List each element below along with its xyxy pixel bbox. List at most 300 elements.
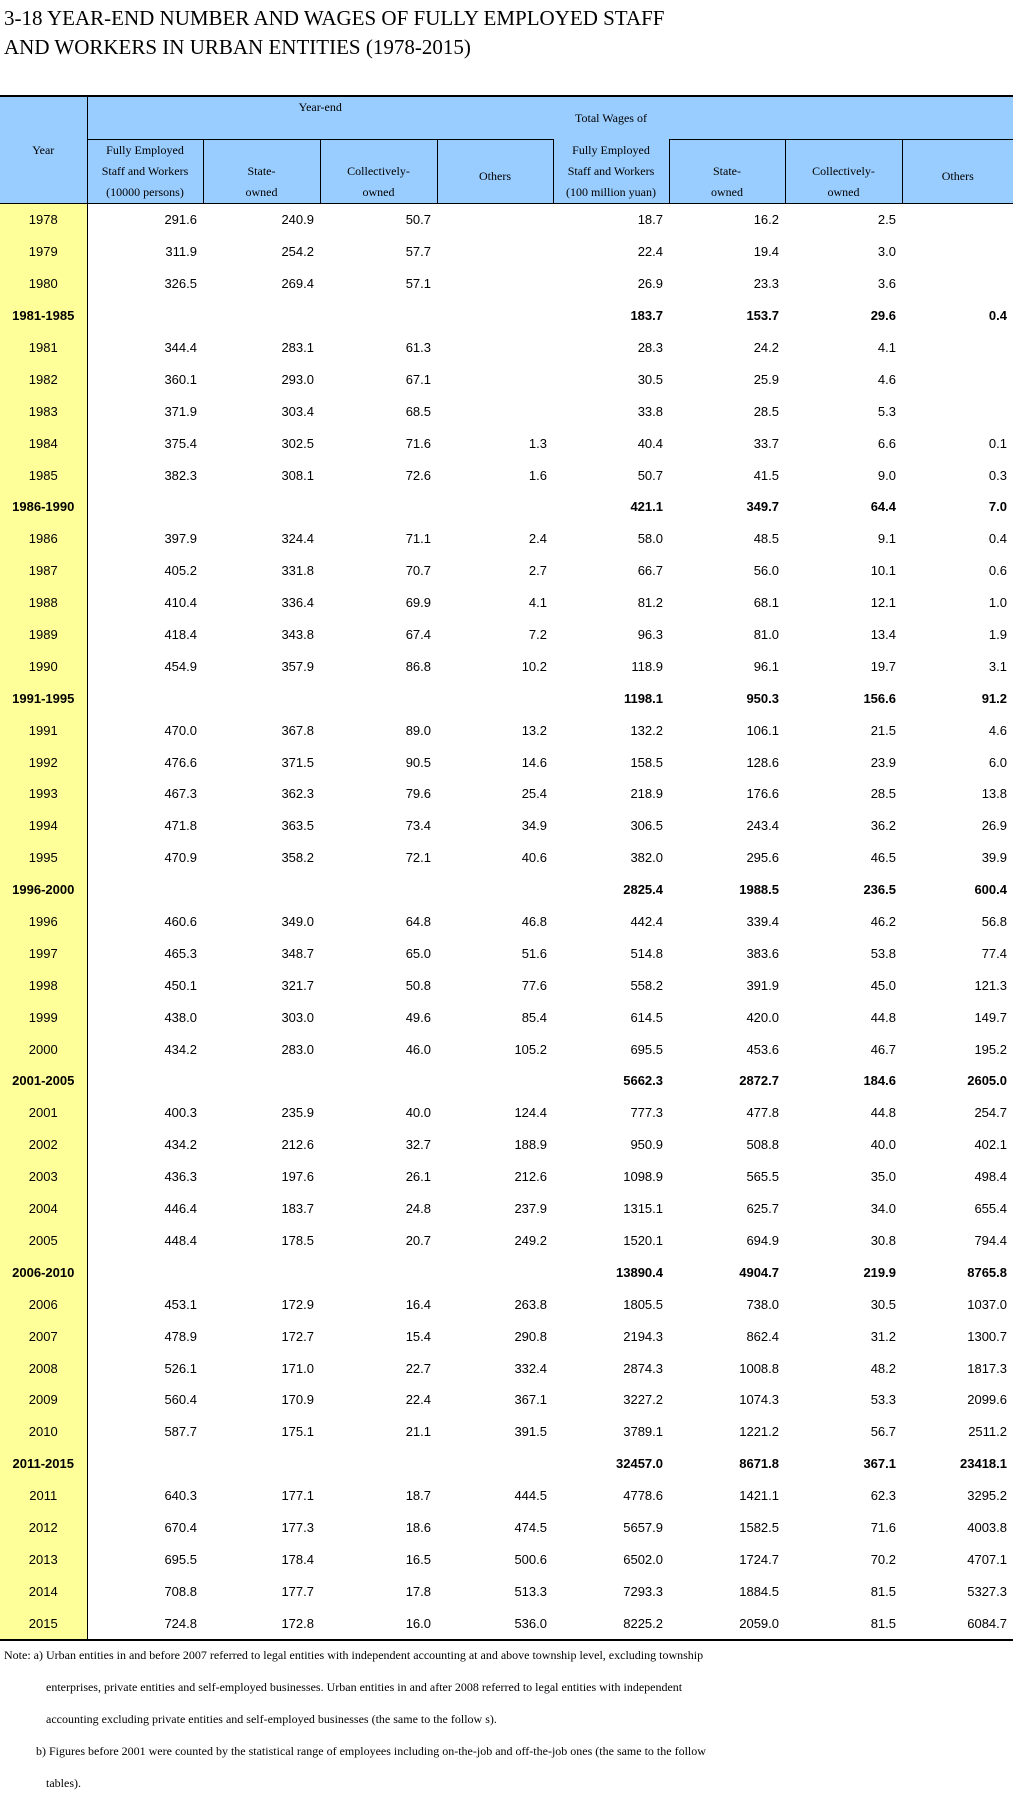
cell-employed-state: 303.0 <box>281 1009 314 1025</box>
cell-wages-collective: 219.9 <box>863 1264 896 1280</box>
cell-employed-others <box>437 491 553 523</box>
cell-employed-collective: 16.4 <box>405 1296 431 1312</box>
table-row <box>0 363 1013 395</box>
cell-wages-others: 2099.6 <box>967 1392 1007 1408</box>
cell-employed-state: 308.1 <box>281 467 314 483</box>
cell-year: 1998 <box>0 969 87 1001</box>
header-wages-group-label: Total Wages of <box>575 110 647 125</box>
cell-wages-total: 442.4 <box>630 914 663 930</box>
cell-employed-state: 269.4 <box>281 276 314 292</box>
cell-year: 2004 <box>0 1193 87 1225</box>
cell-employed-state: 172.7 <box>281 1328 314 1344</box>
cell-employed-total: 453.1 <box>164 1296 197 1312</box>
cell-employed-others: 367.1 <box>514 1392 547 1408</box>
cell-employed-state: 349.0 <box>281 914 314 930</box>
cell-employed-others: 2.7 <box>528 563 547 579</box>
cell-wages-total: 32457.0 <box>616 1456 663 1472</box>
cell-employed-collective: 22.4 <box>405 1392 431 1408</box>
cell-wages-collective: 81.5 <box>785 1607 902 1640</box>
cell-wages-collective: 5.3 <box>877 403 896 419</box>
cell-wages-collective: 31.2 <box>870 1328 896 1344</box>
cell-employed-total: 476.6 <box>164 754 197 770</box>
cell-wages-state: 508.8 <box>746 1137 779 1153</box>
cell-employed-total: 467.3 <box>164 786 197 802</box>
cell-employed-total: 587.7 <box>164 1424 197 1440</box>
table-row <box>0 1384 1013 1416</box>
cell-wages-collective: 35.0 <box>870 1169 896 1185</box>
cell-wages-others: 7.0 <box>988 499 1007 515</box>
cell-wages-total: 382.0 <box>630 850 663 866</box>
cell-wages-collective: 46.5 <box>870 850 896 866</box>
cell-wages-total: 183.7 <box>630 308 663 324</box>
cell-wages-collective: 236.5 <box>863 882 896 898</box>
cell-employed-collective: 67.1 <box>405 371 431 387</box>
cell-employed-collective <box>320 1256 437 1288</box>
cell-wages-state: 1884.5 <box>739 1583 779 1599</box>
cell-employed-state: 357.9 <box>281 658 314 674</box>
cell-employed-state: 302.5 <box>281 435 314 451</box>
cell-employed-others: 105.2 <box>514 1041 547 1057</box>
cell-year: 1986 <box>0 523 87 555</box>
cell-year: 2000 <box>0 1033 87 1065</box>
cell-employed-collective: 40.0 <box>405 1105 431 1121</box>
cell-wages-others: 0.3 <box>988 467 1007 483</box>
cell-wages-state: 68.1 <box>753 595 779 611</box>
cell-employed-total <box>87 682 203 714</box>
cell-employed-others: 249.2 <box>514 1232 547 1248</box>
cell-year: 2010 <box>0 1416 87 1448</box>
cell-employed-collective: 69.9 <box>405 595 431 611</box>
cell-employed-total: 454.9 <box>164 658 197 674</box>
table-row <box>0 587 1013 619</box>
cell-employed-others <box>437 1065 553 1097</box>
cell-employed-total: 397.9 <box>164 531 197 547</box>
cell-employed-others <box>437 395 553 427</box>
cell-employed-others <box>437 363 553 395</box>
cell-wages-total: 6502.0 <box>623 1551 663 1567</box>
cell-employed-state <box>203 682 320 714</box>
cell-employed-total: 418.4 <box>164 627 197 643</box>
cell-wages-state: 349.7 <box>746 499 779 515</box>
cell-employed-collective: 73.4 <box>405 818 431 834</box>
header-employed-group <box>87 96 553 140</box>
cell-year: 2012 <box>0 1512 87 1544</box>
cell-year: 2005 <box>0 1225 87 1257</box>
cell-year: 2002 <box>0 1129 87 1161</box>
table-row-period-total <box>0 1065 1013 1097</box>
cell-wages-collective: 156.6 <box>863 690 896 706</box>
cell-wages-state: 243.4 <box>746 818 779 834</box>
cell-wages-state: 24.2 <box>753 340 779 355</box>
cell-employed-state: 303.4 <box>281 403 314 419</box>
cell-wages-total: 96.3 <box>637 627 663 643</box>
table-row <box>0 1097 1013 1129</box>
cell-employed-others: 513.3 <box>514 1583 547 1599</box>
cell-employed-state: 336.4 <box>281 595 314 611</box>
cell-wages-state: 25.9 <box>753 371 779 387</box>
cell-employed-total: 291.6 <box>164 212 197 228</box>
cell-wages-collective: 34.0 <box>870 1201 896 1217</box>
cell-wages-total: 2194.3 <box>623 1328 663 1344</box>
table-row <box>0 1416 1013 1448</box>
cell-employed-collective: 16.5 <box>405 1551 431 1567</box>
cell-employed-others <box>437 204 553 236</box>
cell-employed-total <box>87 1256 203 1288</box>
cell-employed-others: 2.4 <box>528 531 547 547</box>
cell-employed-others <box>437 1256 553 1288</box>
cell-wages-collective: 64.4 <box>870 499 896 515</box>
cell-employed-total <box>87 491 203 523</box>
header-wages-state-line2: owned <box>711 185 743 199</box>
cell-employed-collective <box>320 1448 437 1480</box>
cell-employed-collective: 26.1 <box>405 1169 431 1185</box>
cell-employed-total: 465.3 <box>164 945 197 961</box>
header-employed-collective-line2: owned <box>362 185 395 199</box>
header-employed-total-line1: Fully Employed <box>106 143 184 157</box>
cell-year: 2008 <box>0 1352 87 1384</box>
cell-employed-state: 371.5 <box>281 754 314 770</box>
note-line-3: accounting excluding private entities and self-employed businesses (the same to the follow s). <box>46 1712 497 1726</box>
cell-employed-total: 460.6 <box>164 914 197 930</box>
cell-wages-others: 6.0 <box>988 754 1007 770</box>
cell-wages-total: 8225.2 <box>553 1607 669 1640</box>
table-row <box>0 1543 1013 1575</box>
cell-year: 1989 <box>0 619 87 651</box>
cell-wages-total: 5657.9 <box>623 1519 663 1535</box>
table-body <box>0 204 1013 1641</box>
cell-wages-total: 66.7 <box>637 563 663 579</box>
cell-wages-state: 2059.0 <box>669 1607 785 1640</box>
cell-wages-others: 600.4 <box>974 882 1007 898</box>
cell-employed-state: 348.7 <box>281 945 314 961</box>
cell-year: 1982 <box>0 363 87 395</box>
table-row <box>0 395 1013 427</box>
cell-wages-collective: 44.8 <box>870 1105 896 1121</box>
note-line-4: b) Figures before 2001 were counted by the statistical range of employees including on-the-job and off-the-job ones (the same to the follow <box>36 1744 706 1758</box>
cell-employed-total: 360.1 <box>164 371 197 387</box>
cell-employed-state: 358.2 <box>281 850 314 866</box>
cell-employed-total <box>87 300 203 332</box>
cell-employed-collective: 46.0 <box>405 1041 431 1057</box>
cell-wages-collective: 3.6 <box>877 276 896 292</box>
cell-wages-state: 565.5 <box>746 1169 779 1185</box>
cell-wages-others: 402.1 <box>974 1137 1007 1153</box>
cell-employed-others: 500.6 <box>514 1551 547 1567</box>
cell-wages-state: 48.5 <box>753 531 779 547</box>
cell-employed-collective: 67.4 <box>405 627 431 643</box>
cell-employed-total: 382.3 <box>164 467 197 483</box>
cell-year: 1999 <box>0 1001 87 1033</box>
cell-wages-state: 96.1 <box>753 658 779 674</box>
header-wages-group <box>553 96 1013 140</box>
cell-employed-others: 40.6 <box>521 850 547 866</box>
cell-employed-state: 175.1 <box>281 1424 314 1440</box>
cell-employed-collective: 79.6 <box>405 786 431 802</box>
cell-employed-total: 471.8 <box>164 818 197 834</box>
cell-wages-total: 30.5 <box>637 371 663 387</box>
cell-employed-collective <box>320 1065 437 1097</box>
cell-year: 1993 <box>0 778 87 810</box>
cell-employed-collective <box>320 491 437 523</box>
table-row <box>0 459 1013 491</box>
cell-year: 1990 <box>0 650 87 682</box>
header-employed-group-label: Year-end <box>298 100 342 114</box>
cell-wages-state: 153.7 <box>746 308 779 324</box>
cell-wages-collective: 4.6 <box>877 371 896 387</box>
cell-wages-total: 1198.1 <box>623 690 663 706</box>
cell-wages-state: 33.7 <box>753 435 779 451</box>
cell-year: 1991 <box>0 714 87 746</box>
cell-employed-collective: 16.0 <box>320 1607 437 1640</box>
header-wages-total-line2: Staff and Workers <box>567 164 655 178</box>
cell-year: 1981 <box>0 332 87 364</box>
table-row <box>0 1512 1013 1544</box>
cell-employed-collective: 15.4 <box>405 1328 431 1344</box>
cell-employed-collective: 18.6 <box>405 1519 431 1535</box>
cell-year: 2006-2010 <box>0 1256 87 1288</box>
table-row <box>0 1129 1013 1161</box>
cell-employed-total: 640.3 <box>164 1488 197 1504</box>
cell-wages-others: 2511.2 <box>968 1424 1007 1440</box>
cell-wages-collective: 30.5 <box>870 1296 896 1312</box>
cell-year: 1992 <box>0 746 87 778</box>
cell-wages-state: 1221.2 <box>739 1424 779 1440</box>
cell-employed-others: 4.1 <box>528 595 547 611</box>
cell-employed-collective: 24.8 <box>405 1201 431 1217</box>
cell-year: 2001 <box>0 1097 87 1129</box>
cell-employed-total: 438.0 <box>164 1009 197 1025</box>
cell-wages-others: 121.3 <box>974 977 1007 993</box>
cell-wages-total: 950.9 <box>630 1137 663 1153</box>
cell-wages-others <box>902 395 1013 427</box>
cell-year: 2014 <box>0 1575 87 1607</box>
cell-wages-total: 695.5 <box>630 1041 663 1057</box>
table-row <box>0 1225 1013 1257</box>
cell-employed-total: 344.4 <box>164 340 197 355</box>
cell-wages-others <box>902 332 1013 364</box>
cell-wages-others: 0.6 <box>988 563 1007 579</box>
table-row <box>0 1480 1013 1512</box>
header-employed-collective-line1: Collectively- <box>347 164 410 178</box>
cell-employed-total: 695.5 <box>164 1551 197 1567</box>
cell-wages-state: 2872.7 <box>739 1073 779 1089</box>
table-title <box>4 4 664 62</box>
cell-wages-state: 453.6 <box>746 1041 779 1057</box>
cell-employed-total: 434.2 <box>164 1137 197 1153</box>
cell-employed-collective: 71.1 <box>405 531 431 547</box>
table-row <box>0 523 1013 555</box>
cell-employed-state: 367.8 <box>281 722 314 738</box>
cell-wages-total: 13890.4 <box>616 1264 663 1280</box>
cell-wages-state: 1008.8 <box>739 1360 779 1376</box>
table-row <box>0 810 1013 842</box>
cell-employed-total: 470.0 <box>164 722 197 738</box>
cell-wages-collective: 21.5 <box>870 722 896 738</box>
cell-year: 2011-2015 <box>0 1448 87 1480</box>
cell-wages-state: 383.6 <box>746 945 779 961</box>
cell-employed-state: 172.9 <box>281 1296 314 1312</box>
cell-employed-others: 263.8 <box>514 1296 547 1312</box>
cell-wages-total: 22.4 <box>637 244 663 260</box>
header-wages-collective-line2: owned <box>827 185 860 199</box>
header-wages-state <box>669 140 785 204</box>
cell-employed-state: 363.5 <box>281 818 314 834</box>
cell-employed-total: 405.2 <box>164 563 197 579</box>
cell-wages-state: 106.1 <box>746 722 779 738</box>
cell-year: 2001-2005 <box>0 1065 87 1097</box>
cell-wages-collective: 2.5 <box>877 212 896 228</box>
table-row <box>0 778 1013 810</box>
cell-wages-collective: 28.5 <box>870 786 896 802</box>
cell-wages-others: 254.7 <box>974 1105 1007 1121</box>
cell-employed-total: 708.8 <box>164 1583 197 1599</box>
cell-employed-state: 254.2 <box>281 244 314 260</box>
cell-wages-collective: 9.0 <box>877 467 896 483</box>
cell-employed-collective: 72.1 <box>405 850 431 866</box>
cell-employed-total: 526.1 <box>164 1360 197 1376</box>
table-row <box>0 650 1013 682</box>
header-wages-others: Others <box>902 140 1013 204</box>
cell-employed-state: 240.9 <box>281 212 314 228</box>
cell-employed-others <box>437 300 553 332</box>
cell-wages-others: 3295.2 <box>967 1488 1007 1504</box>
cell-employed-state: 362.3 <box>281 786 314 802</box>
cell-employed-collective: 32.7 <box>405 1137 431 1153</box>
cell-employed-others: 237.9 <box>514 1201 547 1217</box>
table-row <box>0 1352 1013 1384</box>
table-row <box>0 332 1013 364</box>
cell-wages-state: 16.2 <box>753 212 779 228</box>
cell-wages-total: 1805.5 <box>623 1296 663 1312</box>
cell-employed-collective: 50.7 <box>405 212 431 228</box>
cell-wages-total: 614.5 <box>630 1009 663 1025</box>
cell-wages-others: 4707.1 <box>967 1551 1007 1567</box>
cell-wages-state: 625.7 <box>746 1201 779 1217</box>
cell-wages-total: 7293.3 <box>623 1583 663 1599</box>
cell-employed-total <box>87 1065 203 1097</box>
cell-year: 2003 <box>0 1161 87 1193</box>
cell-wages-state: 1724.7 <box>739 1551 779 1567</box>
cell-employed-others <box>437 874 553 906</box>
cell-wages-total: 421.1 <box>630 499 663 515</box>
cell-wages-total: 132.2 <box>630 722 663 738</box>
cell-year: 1994 <box>0 810 87 842</box>
cell-year: 1986-1990 <box>0 491 87 523</box>
cell-wages-collective: 23.9 <box>870 754 896 770</box>
cell-employed-collective: 22.7 <box>405 1360 431 1376</box>
cell-employed-collective: 21.1 <box>405 1424 431 1440</box>
cell-wages-state: 694.9 <box>746 1232 779 1248</box>
cell-employed-collective: 72.6 <box>405 467 431 483</box>
table-row-period-total <box>0 300 1013 332</box>
header-year: Year <box>0 96 87 204</box>
cell-wages-collective: 30.8 <box>870 1232 896 1248</box>
header-employed-state-line2: owned <box>245 185 278 199</box>
cell-wages-others <box>902 268 1013 300</box>
cell-employed-others: 10.2 <box>521 658 547 674</box>
cell-employed-total: 560.4 <box>164 1392 197 1408</box>
cell-employed-others: 13.2 <box>521 722 547 738</box>
cell-employed-collective: 20.7 <box>405 1232 431 1248</box>
cell-employed-collective <box>320 300 437 332</box>
cell-employed-others: 188.9 <box>514 1137 547 1153</box>
header-wages-total-line1: Fully Employed <box>572 143 650 157</box>
cell-employed-collective: 70.7 <box>405 563 431 579</box>
cell-employed-total: 450.1 <box>164 977 197 993</box>
table-row-period-total <box>0 491 1013 523</box>
cell-employed-collective: 86.8 <box>405 658 431 674</box>
cell-employed-total: 446.4 <box>164 1201 197 1217</box>
cell-employed-others: 536.0 <box>437 1607 553 1640</box>
cell-wages-total: 218.9 <box>630 786 663 802</box>
cell-wages-others: 4.6 <box>988 722 1007 738</box>
cell-employed-total: 311.9 <box>165 244 197 260</box>
cell-wages-state: 738.0 <box>746 1296 779 1312</box>
cell-wages-others: 498.4 <box>974 1169 1007 1185</box>
table-row <box>0 427 1013 459</box>
cell-year: 1980 <box>0 268 87 300</box>
cell-wages-others: 1.0 <box>988 595 1007 611</box>
cell-wages-collective: 81.5 <box>870 1583 896 1599</box>
cell-employed-others <box>437 268 553 300</box>
cell-employed-total: 448.4 <box>164 1232 197 1248</box>
cell-wages-state: 950.3 <box>746 690 779 706</box>
cell-wages-total: 306.5 <box>630 818 663 834</box>
cell-employed-state <box>203 874 320 906</box>
cell-wages-others: 8765.8 <box>967 1264 1007 1280</box>
header-wages-total <box>553 140 669 204</box>
cell-wages-total: 514.8 <box>630 945 663 961</box>
cell-wages-collective: 56.7 <box>870 1424 896 1440</box>
cell-wages-state: 1421.1 <box>739 1488 779 1504</box>
cell-wages-others: 5327.3 <box>967 1583 1007 1599</box>
table-row <box>0 204 1013 236</box>
title-line-1: 3-18 YEAR-END NUMBER AND WAGES OF FULLY EMPLOYED STAFF <box>4 6 665 30</box>
cell-year: 2007 <box>0 1320 87 1352</box>
cell-employed-others: 332.4 <box>514 1360 547 1376</box>
table-row <box>0 1320 1013 1352</box>
cell-wages-total: 81.2 <box>637 595 663 611</box>
cell-wages-state: 862.4 <box>746 1328 779 1344</box>
table-row <box>0 969 1013 1001</box>
cell-wages-state: 420.0 <box>746 1009 779 1025</box>
cell-wages-collective: 48.2 <box>870 1360 896 1376</box>
cell-wages-collective: 36.2 <box>870 818 896 834</box>
data-table <box>0 95 1013 1641</box>
cell-wages-others: 149.7 <box>974 1009 1007 1025</box>
cell-wages-collective: 9.1 <box>877 531 896 547</box>
cell-wages-others: 0.1 <box>988 435 1007 451</box>
cell-year: 1984 <box>0 427 87 459</box>
cell-wages-collective: 53.8 <box>870 945 896 961</box>
note-line-2: enterprises, private entities and self-employed businesses. Urban entities in and after 2008 referred to legal entities with independent <box>46 1680 683 1694</box>
cell-employed-collective: 49.6 <box>405 1009 431 1025</box>
header-wages-collective-line1: Collectively- <box>812 164 875 178</box>
cell-employed-state: 293.0 <box>281 371 314 387</box>
table-row <box>0 236 1013 268</box>
cell-wages-total: 18.7 <box>637 212 663 228</box>
cell-employed-others: 25.4 <box>521 786 547 802</box>
cell-employed-state: 172.8 <box>203 1607 320 1640</box>
table-row <box>0 1161 1013 1193</box>
header-employed-total-line3: (10000 persons) <box>106 185 184 199</box>
cell-employed-total: 478.9 <box>164 1328 197 1344</box>
cell-employed-others: 34.9 <box>521 818 547 834</box>
cell-wages-collective: 46.7 <box>870 1041 896 1057</box>
table-row <box>0 619 1013 651</box>
cell-wages-total: 2825.4 <box>623 882 663 898</box>
table-row <box>0 1001 1013 1033</box>
